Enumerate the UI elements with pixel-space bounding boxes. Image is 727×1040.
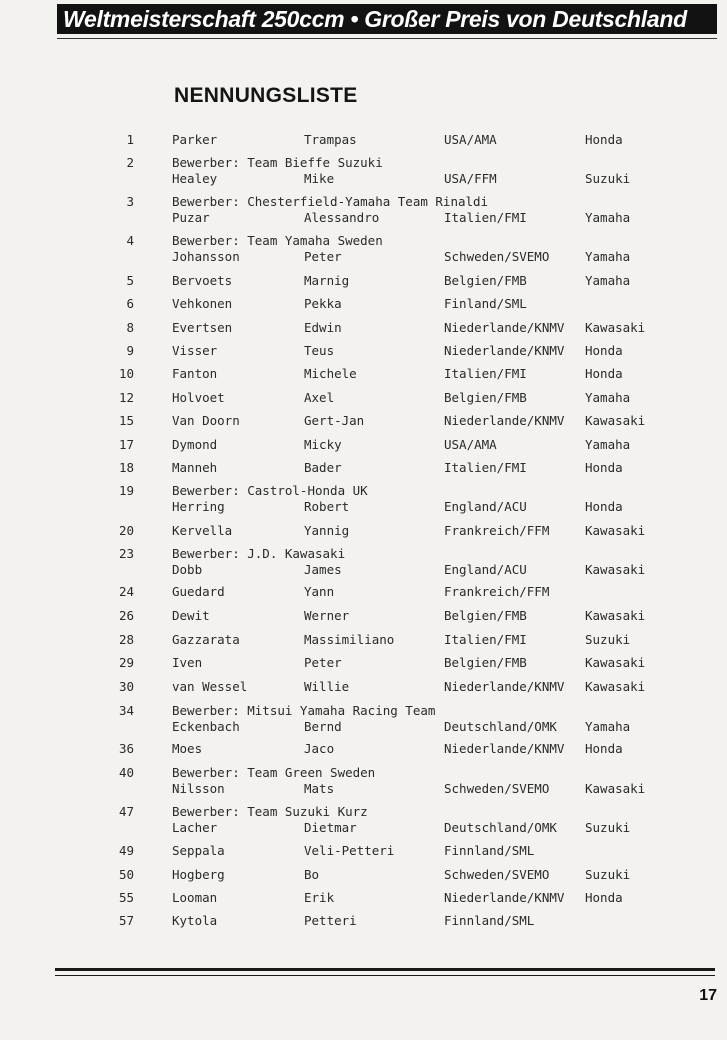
rider-federation: Deutschland/OMK xyxy=(444,820,557,835)
rider-motorcycle: Kawasaki xyxy=(585,608,646,623)
rider-federation: Italien/FMI xyxy=(444,460,527,475)
rider-firstname: Bernd xyxy=(304,719,342,734)
rider-federation: England/ACU xyxy=(444,562,527,577)
entry-number: 15 xyxy=(118,413,134,428)
rider-surname: Fanton xyxy=(172,366,218,381)
entry-sponsor: Bewerber: Team Suzuki Kurz xyxy=(172,804,368,819)
rider-surname: Dymond xyxy=(172,437,218,452)
rider-motorcycle: Yamaha xyxy=(585,437,631,452)
entry-number: 29 xyxy=(118,655,134,670)
entry-number: 30 xyxy=(118,679,134,694)
rider-motorcycle: Kawasaki xyxy=(585,413,646,428)
rider-federation: Niederlande/KNMV xyxy=(444,320,565,335)
rider-surname: Moes xyxy=(172,741,203,756)
rider-firstname: Bo xyxy=(304,867,320,882)
rider-federation: Schweden/SVEMO xyxy=(444,867,550,882)
rider-surname: Herring xyxy=(172,499,225,514)
entry-sponsor: Bewerber: Chesterfield-Yamaha Team Rinaldi xyxy=(172,194,489,209)
rider-federation: Italien/FMI xyxy=(444,632,527,647)
rider-firstname: Yannig xyxy=(304,523,350,538)
entry-number: 8 xyxy=(126,320,134,335)
rider-firstname: Gert-Jan xyxy=(304,413,365,428)
rider-federation: Niederlande/KNMV xyxy=(444,679,565,694)
rider-surname: Visser xyxy=(172,343,218,358)
rider-firstname: Willie xyxy=(304,679,350,694)
entry-number: 50 xyxy=(118,867,134,882)
rider-firstname: Petteri xyxy=(304,913,357,928)
rider-federation: Schweden/SVEMO xyxy=(444,249,550,264)
rider-firstname: Mats xyxy=(304,781,335,796)
rider-surname: Iven xyxy=(172,655,203,670)
rider-motorcycle: Honda xyxy=(585,460,623,475)
rider-firstname: Marnig xyxy=(304,273,350,288)
entry-sponsor: Bewerber: Team Green Sweden xyxy=(172,765,376,780)
rider-surname: Manneh xyxy=(172,460,218,475)
rider-motorcycle: Yamaha xyxy=(585,390,631,405)
rider-federation: England/ACU xyxy=(444,499,527,514)
rider-firstname: Edwin xyxy=(304,320,342,335)
rider-surname: Puzar xyxy=(172,210,210,225)
entry-number: 49 xyxy=(118,843,134,858)
rider-surname: Dewit xyxy=(172,608,210,623)
rider-firstname: Veli-Petteri xyxy=(304,843,395,858)
rider-motorcycle: Kawasaki xyxy=(585,781,646,796)
entry-number: 10 xyxy=(118,366,134,381)
entry-number: 18 xyxy=(118,460,134,475)
entry-number: 55 xyxy=(118,890,134,905)
rider-federation: Frankreich/FFM xyxy=(444,584,550,599)
entry-number: 2 xyxy=(126,155,134,170)
rider-surname: Hogberg xyxy=(172,867,225,882)
rider-motorcycle: Honda xyxy=(585,499,623,514)
page-number: 17 xyxy=(699,987,717,1004)
entry-number: 4 xyxy=(126,233,134,248)
rider-firstname: Werner xyxy=(304,608,350,623)
rider-firstname: Peter xyxy=(304,249,342,264)
entry-sponsor: Bewerber: Castrol-Honda UK xyxy=(172,483,368,498)
rider-surname: Healey xyxy=(172,171,218,186)
rider-motorcycle: Kawasaki xyxy=(585,523,646,538)
entry-number: 6 xyxy=(126,296,134,311)
rider-federation: Finland/SML xyxy=(444,296,527,311)
entry-number: 20 xyxy=(118,523,134,538)
rider-surname: Johansson xyxy=(172,249,240,264)
rider-surname: Dobb xyxy=(172,562,203,577)
rider-motorcycle: Suzuki xyxy=(585,632,631,647)
rider-firstname: Dietmar xyxy=(304,820,357,835)
entry-number: 12 xyxy=(118,390,134,405)
rider-federation: Schweden/SVEMO xyxy=(444,781,550,796)
entry-number: 5 xyxy=(126,273,134,288)
entry-number: 3 xyxy=(126,194,134,209)
rider-surname: Holvoet xyxy=(172,390,225,405)
rider-firstname: Micky xyxy=(304,437,342,452)
rider-federation: Finnland/SML xyxy=(444,913,535,928)
entry-number: 19 xyxy=(118,483,134,498)
rider-surname: Bervoets xyxy=(172,273,233,288)
rider-firstname: Teus xyxy=(304,343,335,358)
rider-federation: Belgien/FMB xyxy=(444,390,527,405)
rider-federation: USA/AMA xyxy=(444,132,497,147)
list-title: NENNUNGSLISTE xyxy=(174,84,358,107)
entry-number: 1 xyxy=(126,132,134,147)
entry-sponsor: Bewerber: Team Yamaha Sweden xyxy=(172,233,383,248)
rider-firstname: Massimiliano xyxy=(304,632,395,647)
entry-sponsor: Bewerber: Mitsui Yamaha Racing Team xyxy=(172,703,436,718)
entry-sponsor: Bewerber: Team Bieffe Suzuki xyxy=(172,155,383,170)
rider-surname: Parker xyxy=(172,132,218,147)
rider-surname: Evertsen xyxy=(172,320,233,335)
rider-motorcycle: Honda xyxy=(585,366,623,381)
rider-firstname: James xyxy=(304,562,342,577)
rider-firstname: Robert xyxy=(304,499,350,514)
rider-federation: USA/FFM xyxy=(444,171,497,186)
rider-federation: Niederlande/KNMV xyxy=(444,890,565,905)
entry-number: 17 xyxy=(118,437,134,452)
rider-surname: Vehkonen xyxy=(172,296,233,311)
entry-number: 24 xyxy=(118,584,134,599)
rider-surname: Kytola xyxy=(172,913,218,928)
rider-motorcycle: Honda xyxy=(585,741,623,756)
rider-surname: Seppala xyxy=(172,843,225,858)
rider-federation: Belgien/FMB xyxy=(444,608,527,623)
rider-motorcycle: Kawasaki xyxy=(585,562,646,577)
rider-firstname: Michele xyxy=(304,366,357,381)
entry-number: 40 xyxy=(118,765,134,780)
entry-sponsor: Bewerber: J.D. Kawasaki xyxy=(172,546,346,561)
rider-motorcycle: Honda xyxy=(585,343,623,358)
entry-number: 9 xyxy=(126,343,134,358)
entry-number: 57 xyxy=(118,913,134,928)
rider-federation: Niederlande/KNMV xyxy=(444,343,565,358)
rider-motorcycle: Kawasaki xyxy=(585,679,646,694)
rider-surname: Nilsson xyxy=(172,781,225,796)
rider-surname: Gazzarata xyxy=(172,632,240,647)
rider-surname: Eckenbach xyxy=(172,719,240,734)
rider-firstname: Peter xyxy=(304,655,342,670)
entry-number: 47 xyxy=(118,804,134,819)
entry-number: 23 xyxy=(118,546,134,561)
rider-firstname: Trampas xyxy=(304,132,357,147)
rider-motorcycle: Yamaha xyxy=(585,719,631,734)
rider-federation: Belgien/FMB xyxy=(444,273,527,288)
footer-divider xyxy=(55,968,715,971)
rider-firstname: Erik xyxy=(304,890,335,905)
rider-federation: Deutschland/OMK xyxy=(444,719,557,734)
rider-motorcycle: Yamaha xyxy=(585,249,631,264)
rider-motorcycle: Suzuki xyxy=(585,820,631,835)
rider-firstname: Jaco xyxy=(304,741,335,756)
rider-motorcycle: Suzuki xyxy=(585,867,631,882)
rider-motorcycle: Suzuki xyxy=(585,171,631,186)
rider-firstname: Yann xyxy=(304,584,335,599)
rider-firstname: Pekka xyxy=(304,296,342,311)
rider-federation: USA/AMA xyxy=(444,437,497,452)
rider-federation: Frankreich/FFM xyxy=(444,523,550,538)
rider-federation: Niederlande/KNMV xyxy=(444,413,565,428)
rider-motorcycle: Yamaha xyxy=(585,210,631,225)
entry-number: 26 xyxy=(118,608,134,623)
footer-divider-thin xyxy=(55,975,715,976)
rider-federation: Finnland/SML xyxy=(444,843,535,858)
rider-motorcycle: Honda xyxy=(585,132,623,147)
rider-surname: Looman xyxy=(172,890,218,905)
rider-motorcycle: Kawasaki xyxy=(585,320,646,335)
rider-firstname: Bader xyxy=(304,460,342,475)
entry-number: 28 xyxy=(118,632,134,647)
page-header-title: Weltmeisterschaft 250ccm • Großer Preis von Deutschland xyxy=(63,5,687,32)
rider-firstname: Mike xyxy=(304,171,335,186)
rider-motorcycle: Kawasaki xyxy=(585,655,646,670)
rider-surname: Lacher xyxy=(172,820,218,835)
entry-number: 36 xyxy=(118,741,134,756)
rider-surname: Van Doorn xyxy=(172,413,240,428)
rider-federation: Italien/FMI xyxy=(444,210,527,225)
rider-firstname: Axel xyxy=(304,390,335,405)
rider-firstname: Alessandro xyxy=(304,210,380,225)
rider-federation: Belgien/FMB xyxy=(444,655,527,670)
rider-surname: van Wessel xyxy=(172,679,248,694)
rider-surname: Guedard xyxy=(172,584,225,599)
rider-motorcycle: Yamaha xyxy=(585,273,631,288)
rider-motorcycle: Honda xyxy=(585,890,623,905)
rider-federation: Italien/FMI xyxy=(444,366,527,381)
entry-number: 34 xyxy=(118,703,134,718)
rider-federation: Niederlande/KNMV xyxy=(444,741,565,756)
rider-surname: Kervella xyxy=(172,523,233,538)
